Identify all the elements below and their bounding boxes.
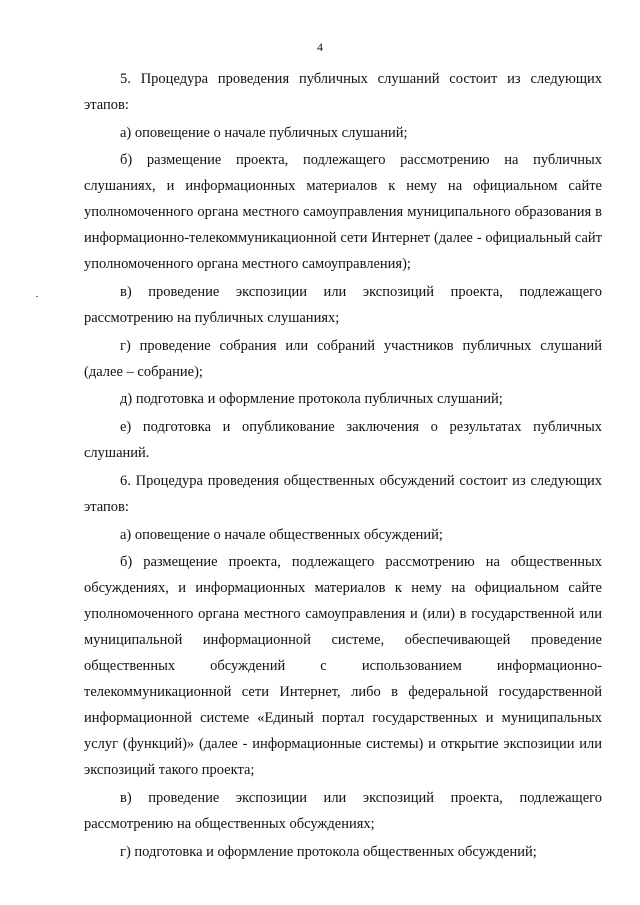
paragraph-5b: б) размещение проекта, подлежащего рассмотрению на публичных слушаниях, и информационных материалов к нему на официальном сайте уполномоченного органа местного самоуправления муниципального образования в информационно-телекоммуникационной сети Интернет (далее - официальный сайт уполномоченного органа местного самоуправления); bbox=[84, 152, 602, 273]
paragraph-5-intro: 5. Процедура проведения публичных слушаний состоит из следующих этапов: bbox=[84, 71, 602, 113]
paragraph-6v: в) проведение экспозиции или экспозиций проекта, подлежащего рассмотрению на общественных обсуждениях; bbox=[84, 789, 602, 832]
paragraph-5d: д) подготовка и оформление протокола публичных слушаний; bbox=[120, 391, 503, 408]
scan-artifact-dot bbox=[36, 296, 38, 297]
paragraph-5a: а) оповещение о начале публичных слушаний; bbox=[120, 124, 408, 141]
page-number: 4 bbox=[317, 40, 323, 54]
paragraph-5e: е) подготовка и опубликование заключения о результатах публичных слушаний. bbox=[84, 419, 602, 462]
paragraph-6g: г) подготовка и оформление протокола общественных обсуждений; bbox=[120, 843, 537, 860]
paragraph-5g: г) проведение собрания или собраний участников публичных слушаний (далее – собрание); bbox=[84, 337, 602, 380]
paragraph-5v: в) проведение экспозиции или экспозиций проекта, подлежащего рассмотрению на публичных слушаниях; bbox=[84, 284, 602, 327]
paragraph-6a: а) оповещение о начале общественных обсуждений; bbox=[120, 526, 443, 543]
paragraph-6b: б) размещение проекта, подлежащего рассмотрению на общественных обсуждениях, и информационных материалов к нему на официальном сайте уполномоченного органа местного самоуправления и (или) в государственной или муниципальной информационной системе, обеспечивающей проведение общественных обсуждений с использованием информационно-телекоммуникационной сети Интернет, либо в федеральной государственной информационной системе «Единый портал государственных и муниципальных услуг (функций)» (далее - информационные системы) и открытие экспозиции или экспозиций такого проекта; bbox=[84, 554, 602, 779]
paragraph-6-intro: 6. Процедура проведения общественных обсуждений состоит из следующих этапов: bbox=[84, 472, 602, 515]
document-body bbox=[84, 66, 602, 866]
